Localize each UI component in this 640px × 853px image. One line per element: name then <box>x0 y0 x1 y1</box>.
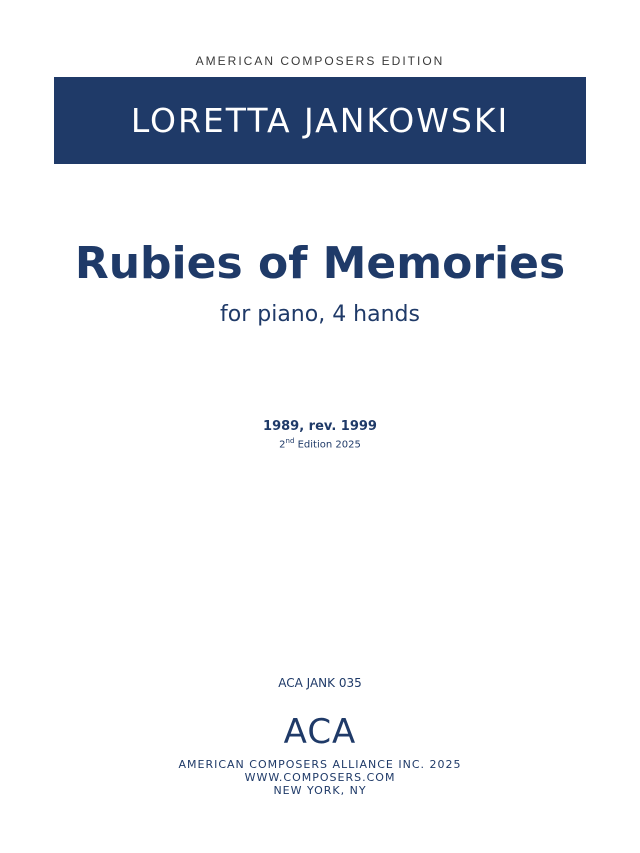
edition-ordinal: 2 <box>279 439 286 451</box>
composition-dates: 1989, rev. 1999 <box>263 419 377 434</box>
composer-banner <box>54 77 586 164</box>
work-title: Rubies of Memories <box>74 238 566 289</box>
publisher-location: NEW YORK, NY <box>273 784 367 797</box>
work-instrumentation: for piano, 4 hands <box>220 302 420 327</box>
publisher-name: AMERICAN COMPOSERS ALLIANCE INC. 2025 <box>178 758 462 771</box>
edition-year: Edition 2025 <box>294 439 361 451</box>
edition-series-label: AMERICAN COMPOSERS EDITION <box>195 54 445 68</box>
edition-ordinal-suffix: nd <box>285 437 295 445</box>
publisher-logo: ACA <box>283 712 357 752</box>
composer-name: LORETTA JANKOWSKI <box>130 101 510 140</box>
edition-info <box>0 437 640 450</box>
publisher-info <box>0 758 640 797</box>
catalog-number: ACA JANK 035 <box>278 676 362 690</box>
publisher-website: WWW.COMPOSERS.COM <box>244 771 396 784</box>
